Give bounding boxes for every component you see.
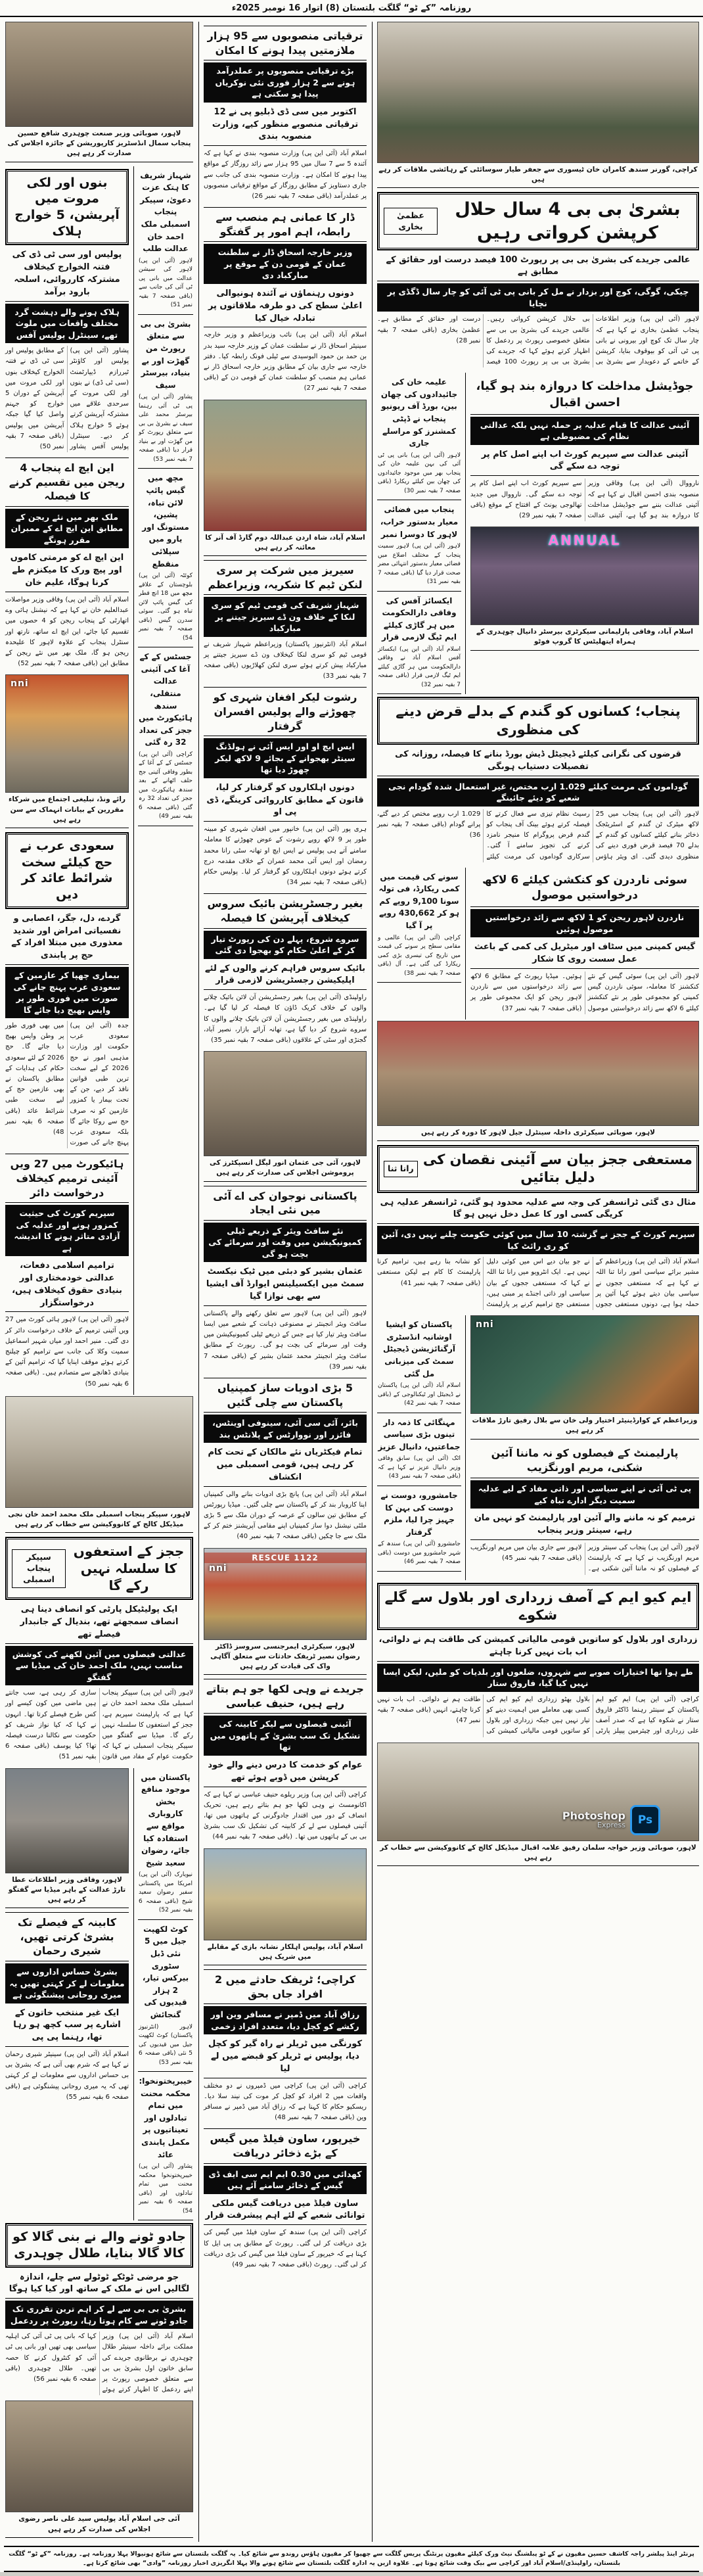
lead-headline: بشریٰ بی بی 4 سال حلال کرپشن کرواتی رہیں: [455, 199, 681, 243]
headline-box: [5, 169, 129, 246]
headline: بنوں اور لکی مروت میں آپریشن، 5 خوارج ہلاک: [14, 175, 120, 239]
brief-headline: خیبرپختونخوا: محکمہ محنت میں تمام تبادلوں اور تعیناتیوں پر مکمل پابندی عائد: [139, 2076, 193, 2159]
gold-price-headline: سونے کی قیمت میں کمی ریکارڈ، فی تولہ سونا 9,100 روپے کم ہو کر 430,662 روپے پر آ گیا: [378, 872, 460, 931]
nni-watermark: nni: [209, 1562, 227, 1574]
subhead-bar: آئینی عدالت کا قیام عدلیہ پر حملہ نہیں بلکہ عدالتی نظام کی مضبوطی ہے: [470, 417, 699, 445]
body: نارووال (آئی این پی) وفاقی وزیر منصوبہ بندی احسن اقبال نے کہا ہے کہ آئینی عدالت بننے سے جوڈیشل مداخلت کا دروازہ بند ہو گیا ہے، آئینی عدالت سے سپریم کورٹ اب اپنے اصل کام پر توجہ دے سکے گی۔ نارووال میں جدید تھالوجی یونٹ کے افتتاح کے موقع (باقی صفحہ 7 بقیہ نمبر 29): [470, 480, 699, 519]
left-briefs-strip: [133, 166, 193, 1395]
photo-jail-visit: [377, 1021, 699, 1141]
subhead-bar: سپریم کورٹ کی حیثیت کمزور ہونے اور عدلیہ کی آزادی متاثر ہونے کا اندیشہ ہے: [5, 1205, 129, 1256]
story-talal-chaudhry: [5, 2223, 193, 2395]
headline: جریدے نے وہی لکھا جو ہم بتاتے رہے ہیں، حنیف عباسی: [204, 1679, 367, 1714]
headline: 5 بڑی ادویات ساز کمپنیاں پاکستان سے چلی گئیں: [204, 1378, 367, 1413]
photo-sofa-meeting: [470, 1315, 699, 1439]
brief-headline: کوٹ لکھپت جیل میں 5 نئی ڈبل سٹوری بیرکس تیار، 2 ہزار قیدیوں کی گنجائش: [142, 1924, 189, 2019]
gold-price-column: [377, 868, 466, 1019]
body: لاہور (آئی این پی) لاہور سے تعلق رکھنے والے پاکستانی سافٹ ویئر انجینئر نے مصنوعی ذہانت کے شعبے میں ایسا سافٹ ویئر تیار کیا ہے جس کے ذریعے ٹیلی کمیونیکیشن میں وقت اور سرمائے کی بچت ہو گی۔ رپورٹ کے مطابق سافٹ ویئر انجینئر محمد عثمان بشیر کے (باقی صفحہ 7 بقیہ نمبر 39): [204, 1309, 367, 1370]
page-columns: [0, 17, 703, 2544]
story-ai-invention: [204, 1186, 367, 1372]
story-sherry-rehman: [5, 1912, 129, 2103]
brief-body: پشاور (آئی این پی) پی ٹی آئی رہنما بیرسٹر محمد علی سیف نے بشریٰ بی بی سے متعلق رپورٹ کو من گھڑت اور بے بنیاد قرار دیا (باقی صفحہ 7 بقیہ نمبر 53): [139, 394, 193, 463]
brief-headline: مچھ میں گیس پائپ لائن تباہ، پشین، مستونگ اور یارو میں سپلائی منقطع: [142, 473, 189, 569]
brief-kot-lakhpat: [138, 1920, 193, 2072]
subhead-bar: نئے سافٹ ویئر کے ذریعے ٹیلی کمیونیکیشن میں وقت اور سرمائے کی بچت ہو گی: [204, 1223, 367, 1263]
photoshop-sublabel: Express: [597, 1821, 625, 1830]
deck: عثمان بشیر کو دبئی میں ٹیک نیکسٹ سمٹ میں ایکسیلینس ایوارڈ آف ایشیا سے بھی نوازا گیا: [204, 1264, 367, 1306]
row-left-with-briefs: [5, 166, 193, 1395]
headline: جادو ٹونے والے نے بنی گالا کو کالا گالا بنایا، طلال چوہدری: [12, 2230, 186, 2260]
deck: تمام فیکٹریاں نئے مالکان کے تحت کام کر رہی ہیں، قومی اسمبلی میں انکشاف: [204, 1445, 367, 1487]
story-hanif-abbasi: [204, 1679, 367, 1842]
body: اسلام آباد (آئی این پی) وزیر مملکت برائے داخلہ سینیٹر طلال چوہدری نے برطانوی جریدے کی سابق خاتون اول بشریٰ بی بی سے متعلق خصوصی رپورٹ پر اپنے ردعمل کا اظہار کرتے ہوئے کہا کہ بانی پی ٹی آئی کی اہلیہ سیاسی بھی تھیں اور بانی پی ٹی آئی کو کنٹرول کرنے کا حصہ تھیں۔ طلال چوہدری (باقی صفحہ 6 بقیہ نمبر 56): [5, 2333, 193, 2394]
photo-ig-islamabad-meeting: [5, 2400, 193, 2537]
body: جدہ (آئی این پی) سعودی عرب حکومت اور وزارت مذہبی امور نے حج 2026 کے لیے سخت ترین طبی قوانین نافذ کر دیے، جن کے تحت بیمار یا کمزور عازمین کو نہ صرف حج سے روکا جائے گا بلکہ سعودی عرب پہنچ جانے کی صورت میں بھی فوری طور پر وطن واپس بھیج دیا جائے گا۔ حج 2026 کے لئے سعودی حکام کی ہدایات کے مطابق پاکستان نے بھی عازمین حج کے لیے سخت طبی شرائط عائد (باقی صفحہ 6 بقیہ نمبر 48): [5, 1022, 129, 1147]
deck: ایک غیر منتخب خاتون کے اشارے پر سب کچھ ہو رہا تھا، رہنما پی پی: [5, 2005, 129, 2048]
deck: پولیس اور سی ٹی ڈی کی فتنہ الخوارج کیخلاف مشترکہ کارروائی، اسلحہ بارود برآمد: [5, 247, 129, 301]
subhead-bar: بائر، آئی سی آئی، سینوفی اوینٹس، فائزر اور نووارٹس کے پلانٹس بند: [204, 1415, 367, 1443]
subhead-bar: آئینی فیصلوں سے لیکر کابینہ کی تشکیل تک سب بشریٰ کے ہاتھوں میں تھا: [204, 1716, 367, 1756]
deck: کورنگی میں ٹریلر نے راہ گیر کو کچل دیا، پولیس نے ٹریلر کو قبضے میں لے لیا: [204, 2036, 367, 2078]
story-mqm: [377, 1583, 699, 1737]
brief-dowry-theft: [377, 1486, 461, 1572]
rescue-overlay-text: RESCUE 1122: [204, 1553, 366, 1563]
subhead-bar: عدالتی فیصلوں میں آئین لکھنے کی کوشش مناسب نہیں، ملک احمد خان کی میڈیا سے گفتگو: [5, 1646, 193, 1686]
column-right: [372, 22, 699, 2542]
subhead-bar: رزاق آباد میں ڈمپر نے مسافر وین اور رکشے کو کچل دیا، متعدد افراد زخمی: [204, 2006, 367, 2034]
headline: رشوت لیکر افغان شہری کو چھوڑنے والے پولیس افسران گرفتار: [204, 687, 367, 736]
brief-body: لاہور (آئی این پی) لاہور سمیت پنجاب کے مختلف اضلاع میں فضائی معیار بدستور انتہائی مضر صحت قرار دیا گیا (باقی صفحہ 7 بقیہ نمبر 31): [378, 543, 461, 586]
photo-rescue-walk: [204, 1548, 367, 1675]
lead-headline-box: [377, 192, 699, 250]
story-bribe-officers: [204, 687, 367, 888]
brief-headline: جامشورو، دوست نے دوست کی بہن کا جہیز چرا لیا، ملزم گرفتار: [380, 1490, 458, 1537]
story-karachi-accident: [204, 1969, 367, 2123]
subhead-bar: شہباز شریف کی قومی ٹیم کو سری لنکا کے خلاف ون ڈے سیریز جیتنے پر مبارکباد: [204, 597, 367, 637]
headline: جوڈیشل مداخلت کا دروازہ بند ہو گیا، احسن اقبال: [470, 375, 699, 414]
brief-barrister-saif: [138, 315, 193, 469]
story-rana-sana: [377, 1145, 699, 1310]
body: اسلام آباد (آئی این پی) وفاقی وزیر مواصلات عبدالعلیم خان نے کہا ہے کہ نیشنل ہائی وے اتھارٹی کے پنجاب ریجن کو 4 حصوں میں تقسیم کیا جائے، این ایچ اے ساتھ، نارتھ اور سنٹرل پنجاب کے علاوہ لاہور کا علیحدہ ریجن ہو گا، ملک بھر میں نئے ریجن کے مطابق این (باقی صفحہ 7 بقیہ نمبر 52): [5, 596, 129, 668]
brief-gold-price: [377, 868, 461, 983]
subhead-bar: ملک بھر میں نئے ریجن کے مطابق این ایچ اے کے ممبران مقرر ہونگے: [5, 509, 129, 549]
brief-body: لاہور (آئی این پی) لاہور کی سیشن عدالت میں بانی پی ٹی آئی کی جانب سے (باقی صفحہ 7 بقیہ نمبر 51): [139, 257, 193, 309]
photo-caption: لاہور، صوبائی وزیر صنعت چوہدری شافع حسین پنجاب سمال انڈسٹریز کارپوریشن کے جائزہ اجلاس کی صدارت کر رہے ہیں: [5, 127, 193, 162]
photo-caption: آئی جی اسلام آباد پولیس سید علی ناصر رضوی اجلاس کی صدارت کر رہے ہیں: [5, 2512, 193, 2537]
subhead-bar: بشریٰ حساس اداروں سے معلومات لے کر کہتی تھیں یہ میری روحانی پیشنگوئی ہے: [5, 1963, 129, 2003]
gold-price-body: کراچی (آئی این پی) عالمی و مقامی سطح پر سونے کی قیمت میں تاریخ کی تیسری بڑی کمی ریکارڈ کی گئی ہے۔ آل (باقی صفحہ 7 بقیہ نمبر 38): [378, 934, 461, 977]
brief-summit: [377, 1315, 461, 1413]
body: لاہور (آئی این پی) سوئی گیس کے نئے کنکشنز کا معاملہ، سوئی ناردرن گیس کمپنی کو مجموعی طور پر نئے کنکشنز کیلئے 6 لاکھ سے زائد درخواستیں موصول ہوئیں۔ میڈیا رپورٹ کے مطابق 6 لاکھ سے زائد درخواستوں میں سے ناردرن لاہور ریجن کو ایک مجموعی طور پر (باقی صفحہ 7 بقیہ نمبر 37): [470, 972, 699, 1012]
headline-box: [5, 1537, 193, 1600]
deck: ترامیم اسلامی دفعات، عدالتی خودمختاری اور بنیادی حقوق کیخلاف ہیں، درخواستگزار: [5, 1258, 129, 1312]
psic-meeting-image: [5, 22, 193, 127]
deck: عوام کو خدمت کا درس دینے والے خود کرپشن میں ڈوبے ہوئے تھے: [204, 1758, 367, 1787]
brief-body: اسلام آباد (آئی این پی) ایکسائز آفس اسلام آباد نے وفاقی دارالحکومت میں ہر گاڑی کیلئے ایم ٹیگ لازمی قرار (باقی صفحہ 7 بقیہ نمبر 32): [378, 645, 461, 688]
row-main: [5, 166, 129, 1395]
headline: پاکستانی نوجوان کی اے آئی میں نئی ایجاد: [204, 1186, 367, 1221]
brief-mtag: [377, 592, 461, 695]
brief-inflation: [377, 1413, 461, 1486]
jail-visit-image: [377, 1021, 699, 1126]
tablighi-ijtima-image: [5, 674, 129, 793]
row-tarar-briefs: [5, 1768, 193, 2221]
masthead: [0, 0, 703, 17]
photoshop-label: Photoshop: [562, 1809, 625, 1822]
photo-ig-promotion-meeting: [204, 1051, 367, 1181]
body: اسلام آباد (آئی این پی) پانچ بڑی ادویات بنانے والی کمپنیاں اپنا کاروبار بند کر کے پاکستان سے چلی گئیں۔ میڈیا رپورٹس کے مطابق تین سالوں کے عرصہ کے دوران ملک سے 5 بڑی ملٹی نیشنل دوا ساز کمپنیاں اپنے مقامی آپریشنز ختم کر کے ملک سے جا چکیں (باقی صفحہ 7 بقیہ نمبر 40): [204, 1490, 367, 1541]
deck: دونوں رہنماؤں نے آئندہ ہونیوالی اعلیٰ سطح کی دو طرفہ ملاقاتوں پر تبادلہ خیال کیا: [204, 286, 367, 328]
brief-air-quality: [377, 500, 461, 591]
headline: ججز کے استعفوں کا سلسلہ نہیں رکے گا: [73, 1543, 185, 1594]
body: کراچی (آئی این پی) وزیر ریلوے حنیف عباسی نے کہا ہے کہ اکانومسٹ نے وہی لکھا جو ہم بتاتے رہے ہیں، تحریک انصاف کے دور میں اقتدار جادوگرنی کے ہاتھوں میں تھا، آئینی فیصلوں سے لے کر کابینہ کی تشکیل تک سب بشریٰ بی بی کے ہاتھوں میں تھا۔ (باقی صفحہ 7 بقیہ نمبر 44): [204, 1791, 367, 1841]
headline: ہائیکورٹ میں 27 ویں آئینی ترمیم کیخلاف درخواست دائر: [5, 1154, 129, 1203]
photo-annual-group: [470, 527, 699, 650]
photoshop-watermark-text: [562, 1810, 625, 1830]
photo-caption: وزیراعظم کے کوارڈینیٹر اختیار ولی خان سے بلال رفیق تارڑ ملاقات کر رہے ہیں: [470, 1414, 699, 1439]
photo-convocation-hall: [377, 1743, 699, 1866]
photo-caption: لاہور، آئی جی عثمان انور لیگل انسپکٹرز کی پروموشن اجلاس کی صدارت کر رہے ہیں: [204, 1156, 367, 1181]
photo-caption: رائے ونڈ، تبلیغی اجتماع میں شرکاء مقررین کے بیانات انہماک سے سن رہے ہیں: [5, 793, 129, 828]
headline: خیرپور، ساون فیلڈ میں گیس کے بڑے ذخائر دریافت: [204, 2128, 367, 2163]
story-maryam-aurangzeb: [470, 1443, 699, 1575]
headline: کراچی؛ ٹریفک حادثے میں 2 افراد جاں بحق: [204, 1969, 367, 2004]
row-main: [470, 373, 699, 694]
headline: بغیر رجسٹریشن بائیک سروس کیخلاف آپریشن کا فیصلہ: [204, 893, 367, 928]
brief-body: اٹک (آئی این پی) سابق وفاقی وزیر دانیال عزیز نے کہا ہے کہ (باقی صفحہ 7 بقیہ نمبر 43): [378, 1455, 461, 1480]
photo-caption: لاہور، صوبائی وزیر خواجہ سلمان رفیق علامہ اقبال میڈیکل کالج کے کانووکیشن سے خطاب کر رہے ہیں: [377, 1841, 699, 1866]
subhead-bar: ناردرن لاہور ریجن کو 1 لاکھ سے زائد درخواستیں موصول ہوئیں: [470, 909, 699, 937]
body: راولپنڈی (آئی این پی) بغیر رجسٹریشن آن لائن بائیک چلانے والوں کے خلاف کریک ڈاؤن کا فیصلہ کر لیا گیا ہے۔ راولپنڈی میں بغیر رجسٹریشن آن لائن بائیک چلانے والوں کا سروے شروع کر دیا گیا ہے، تھانہ آرائے بازار، نصیر آباد، گجنڑی اور سٹی کے علاقوں (باقی صفحہ 7 بقیہ نمبر 35): [204, 994, 367, 1044]
brief-headline: پنجاب میں فضائی معیار بدستور خراب، لاہور کا دوسرا نمبر: [380, 505, 459, 539]
brief-headline: مہنگائی کا ذمہ دار تینوں بڑی سیاسی جماعتیں، دانیال عزیز: [378, 1417, 461, 1451]
medical-convocation-image: [5, 1396, 193, 1508]
column-middle: [198, 22, 367, 2542]
headline: ڈار کا عمانی ہم منصب سے رابطہ، اہم امور پر گفتگو: [204, 207, 367, 242]
row-sui-gold: [377, 868, 699, 1019]
story-dar-oman: [204, 207, 367, 394]
body: اسلام آباد (انٹرنیوز پاکستان) وزیراعظم شہباز شریف نے قومی ٹیم کو سری لنکا کیخلاف ون ڈے سیریز جیتنے پر مبارکباد پیش کرتے ہوئے سری لنکن کھلاڑیوں (باقی صفحہ 7 بقیہ نمبر 33): [204, 640, 367, 680]
photo-ata-tarar-media: [5, 1768, 129, 1909]
subhead-bar: گوداموں کی مرمت کیلئے 1.029 ارب مختص، غیر استعمال شدہ گودام نجی شعبے کو دیئے جائینگے: [377, 778, 699, 807]
kicker: سپیکر پنجاب اسمبلی: [12, 1549, 66, 1588]
deck: ترمیم کو نہ ماننے والے آئین اور پارلیمنٹ کو نہیں مان رہے، سینئر وزیر پنجاب: [470, 1510, 699, 1540]
brief-body: نیویارک (آئی این پی) امریکا میں پاکستانی سفیر رضوان سعید شیخ (باقی صفحہ 6 بقیہ نمبر 52): [139, 1871, 193, 1914]
body: ہری پور (آئی این پی) خانپور میں افغان شہری کو مبینہ طور پر 9 لاکھ روپے رشوت کے عوض چھوڑنے کا معاملہ سامنے آتے ہی پولیس نے ایس ایچ او تھانہ سٹی رانا محمد رمضان اور ایس آئی محمد عمران کے خلاف مقدمہ درج کرتے ہوئے دونوں اہلکاروں کو گرفتار کر لیا۔ پولیس حکام (باقی صفحہ 7 بقیہ نمبر 34): [204, 826, 367, 887]
brief-shahbaz-defamation: [138, 166, 193, 315]
photo-psic-meeting: [5, 22, 193, 162]
story-bushra-lead: [377, 192, 699, 367]
brief-kpk-labour: [138, 2072, 193, 2220]
row-main: [5, 1768, 129, 2221]
headline: ایم کیو ایم کے آصف زرداری اور بلاول سے گلے شکوے: [384, 1589, 692, 1623]
subhead-bar: پی ٹی آئی نے اپنے سیاسی اور ذاتی مفاد کے لیے عدلیہ سمیت دیگر ادارے تباہ کیے: [470, 1480, 699, 1509]
brief-justice-agha: [138, 647, 193, 826]
row-ahsan-aleema: [377, 373, 699, 694]
imprint-text: پرنٹر اینڈ پبلشر راجہ کاشف حسین مقپون نے کے ٹو پبلشنگ نیٹ ورک کیلئے مقپون پرنٹنگ پریس گلگت سے چھپوا کر مقپون ہاؤس روندو سے شائع کیا۔ یہ گلگت بلتستان سے شائع ہونیوالا پہلا روزنامہ ہے۔ روزنامہ ”کے ٹو“ گلگت بلتستان، راولپنڈی/اسلام آباد اور کراچی سے بیک وقت شائع ہوتا ہے۔ علاوہ ازیں یہ ادارہ گلگت بلتستان سے شائع ہونے والا پہلا انگریزی اخبار روزنامہ ”وادی“ بھی شائع کرتا ہے۔: [9, 2550, 694, 2567]
deck: گردے، دل، جگر، اعصابی و نفسیاتی امراض اور شدید معذوری میں مبتلا افراد کے حج پر پابندی: [5, 911, 129, 965]
headline-box: [5, 2223, 193, 2267]
story-judges-resignations: [5, 1537, 193, 1762]
headline: ترقیاتی منصوبوں سے 95 ہزار ملازمتیں پیدا ہونے کا امکان: [204, 26, 367, 60]
headline: مستعفی ججز بیان سے آئینی نقصان کی دلیل بتائیں: [422, 1151, 692, 1186]
story-bannu-operation: [5, 169, 129, 453]
story-bike-registration: [204, 893, 367, 1046]
body: لاہور (آئی این پی) پنجاب کی سینئر وزیر مریم اورنگزیب نے کہا ہے کہ پارلیمنٹ کے فیصلوں کو نہ ماننا آئین شکنی ہے۔ لاہور سے جاری بیان میں مریم اورنگزیب (باقی صفحہ 7 بقیہ نمبر 45): [470, 1544, 699, 1573]
brief-headline: جسٹس کے کے آغا کی آئینی عدالت منتقلی، سندھ ہائیکورٹ میں ججز کی تعداد 32 رہ گئی: [139, 652, 193, 747]
headline-box: [5, 832, 129, 909]
body: اسلام آباد (آئی این پی) نائب وزیراعظم و وزیر خارجہ سینیٹر اسحاق ڈار نے سلطنت عمان کے وزیر خارجہ سید بدر بن حمد بن حمود البوسیدی سے ٹیلی فونک رابطہ کیا۔ دفتر خارجہ سے جاری بیان کے مطابق وزیر خارجہ اسحاق ڈار نے عمانی ہم منصب کو سلطنت عمان کے قومی دن کے (باقی صفحہ 7 بقیہ نمبر 27): [204, 331, 367, 392]
brief-headline: پاکستان کو ایشیا اوشانیہ انڈسٹری آرگنائزیشن ڈیجیٹل سمٹ کی میزبانی مل گئی: [382, 1320, 456, 1378]
body: اسلام آباد (آئی این پی) وزیراعظم کے مشیر برائے سیاسی امور رانا ثنا اللہ نے کہا ہے کہ مستعفی ججوں نے سیاسی بیان دیتے ہوئے کہا آئین پر حملہ ہوا ہے، دونوں مستعفی ججوں نے جو بیان دیے اس میں کوئی دلیل نہیں ہے۔ ایک انٹرویو میں رانا ثنا اللہ نے کہا کہ مستعفی ججوں کے بیان سیاسی اور ذاتی اجنڈے پر مبنی ہیں، مستعفی جج ترامیم کرنے پر پارلیمنٹ کو نشانہ بنا رہے ہیں، ترامیم کرنا پارلیمنٹ کا کام ہے لیکن مستعفی (باقی صفحہ 7 بقیہ نمبر 41): [377, 1258, 699, 1308]
subhead-bar: بشریٰ بی بی سے لے کر اہم ترین تقرری تک جادو ٹونے سے کام ہوتا رہا، رپورٹ پر ردعمل: [5, 2301, 193, 2329]
body: لاہور (آئی این پی) پنجاب میں 25 لاکھ میٹرک ٹن گندم کے اسٹریٹجک ذخائر بنانے کیلئے کسانوں کو گندم کے بدلے 70 فیصد قرض فوری دینے کی منظوری دیدی گئی۔ ای ویئر ہاؤس رسیٹ نظام تیزی سے فعال کرتے کا فیصلہ کرتے ہوئے بینک آف پنجاب کو گندم قرض پروگرام کا منیجر نامزد کرنے کی تجویز سامنے آ گئی۔ سرکاری گوداموں کی مرمت کیلئے 1.029 ارب روپے مختص کر دیے گئے، پرانے گودام (باقی صفحہ 7 بقیہ نمبر 36): [377, 810, 699, 860]
kicker: رانا ثنا: [384, 1161, 418, 1177]
lead-body: لاہور (آئی این پی) وزیر اطلاعات پنجاب عظمیٰ بخاری نے کہا ہے کہ چار سال تک کوچ اور بیرونی نے بانی پی ٹی آئی کو بیوقوف بنایا، کرپشن کے خاتمے کے دعویدار سے بشریٰ بی بی حلال کرپشن کرواتی رہیں۔ عالمی جریدے کی بشریٰ بی بی سے متعلق خصوصی رپورٹ پر ردعمل کا اظہار کرتے ہوئے کہا کہ جریدے کی بشریٰ بی بی پر رپورٹ 100 فیصد درست اور حقائق کے مطابق ہے۔ عظمیٰ بخاری (باقی صفحہ 7 بقیہ نمبر 28): [377, 316, 699, 366]
photo-medical-convocation: [5, 1396, 193, 1533]
brief-gas-pipeline: [138, 469, 193, 647]
lead-kicker: عظمیٰ بخاری: [384, 208, 438, 235]
headline-box: [377, 1145, 699, 1193]
body: کراچی (آئی این پی) ایم کیو ایم پاکستان کے سینئر رہنما ڈاکٹر فاروق ستار نے شکوہ کیا ہے کہ صدر آصف علی زرداری اور چیئرمین پیپلز پارٹی بلاول بھٹو زرداری ایم کیو ایم کی کسی بھی معاملے میں اہمیت دینے کو تیار نہیں ہیں جبکہ زرداری اور بلاول کو ساتویں قومی مالیاتی کمیشن کی طاقت ہم نے دلوائی۔ اب بات نہیں کرنا چاہتے، انہیں (باقی صفحہ 7 بقیہ نمبر 47): [377, 1695, 699, 1735]
column-left: [5, 22, 193, 2542]
photo-caption: کراچی، گورنر سندھ کامران خان ٹیسوری سے جعفر طیار سوسائٹی کے رہائشی ملاقات کر رہے ہیں: [377, 163, 699, 188]
deck: قرضوں کی نگرانی کیلئے ڈیجیٹل ڈیش بورڈ بنانے کا فیصلہ، روزانہ کی تفصیلات دستیاب ہوںگی: [377, 747, 699, 776]
sofa-meeting-image: [470, 1315, 699, 1414]
body: اسلام آباد (آئی این پی) وزارت منصوبہ بندی نے کہا ہے کہ آئندہ 5 سے 7 سال میں 95 ہزار سے زائد روزگار کے مواقع پیدا ہونے کا امکان ہے۔ وزارت منصوبہ بندی کی جانب سے جاری دستاویز کے مطابق روزگار کے مواقع ترقیاتی منصوبوں پر عملدرآمد (باقی صفحہ 7 بقیہ نمبر 26): [204, 150, 367, 200]
annual-overlay-text: ANNUAL: [548, 532, 622, 549]
body: پشاور (آئی این پی) پولیس اور کاؤنٹر ٹیررازم ڈیپارٹمنٹ (سی ٹی ڈی) نے بنوں اور لکی مروت کے سرحدی علاقے میں مشترکہ آپریشن کرتے ہوئے 5 خوارج ہلاک کر دیے۔ سینٹرل پولیس آفس پشاور کے مطابق پولیس اور سی ٹی ڈی نے فتنہ الخوارج کیخلاف بنوں اور لکی مروت میں آپریشن کے دوران 5 خوارج کو جہنم واصل کیا گیا جبکہ آپریشن میں پولیس (باقی صفحہ 7 بقیہ نمبر 50): [5, 347, 129, 450]
rescue-walk-image: [204, 1548, 367, 1640]
brief-body: اسلام آباد (آئی این پی) پاکستان نے ڈیجیٹل اور ٹیکنالوجی کے (باقی صفحہ 7 بقیہ نمبر 42): [378, 1382, 461, 1407]
brief-headline: علیمہ خان کی جائیدادوں کی چھان بین، بورڈ آف ریونیو پنجاب نے ڈپٹی کمشنرز کو مراسلے جاری: [380, 377, 458, 448]
convocation-hall-image: [377, 1743, 699, 1841]
story-sui-northern: [470, 870, 699, 1014]
photo-caption: اسلام آباد، وفاقی پارلیمانی سیکرٹری بیرسٹر دانیال چوہدری کے ہمراہ ایتھلیٹس کا گروپ فوٹو: [470, 625, 699, 650]
brief-headline: پاکستان میں موجود منافع بخش کاروباری مواقع سے استفادہ کیا جائے، رضوان سعید شیخ: [141, 1772, 191, 1867]
imprint-line: [4, 2546, 699, 2573]
deck: زرداری اور بلاول کو ساتویں قومی مالیاتی کمیشن کی طاقت ہم نے دلوائی، اب بات نہیں کرنا چاہتے: [377, 1632, 699, 1662]
row-main: [470, 868, 699, 1019]
nni-watermark: nni: [476, 1319, 494, 1330]
brief-body: کراچی (آئی این پی) جسٹس کے کے آغا کے بطور وفاقی آئینی جج حلف اٹھانے کے بعد سندھ ہائیکورٹ میں ججز کی تعداد 32 رہ گئی (باقی صفحہ 6 بقیہ نمبر 49): [139, 751, 193, 820]
headline: کابینہ کے فیصلے تک بشریٰ کرتی تھیں، شیری رحمان: [5, 1912, 129, 1961]
brief-rizwan-sheikh: [138, 1768, 193, 1920]
subhead-bar: طے ہوا تھا اختیارات صوبے سے شہروں، ضلعوں اور بلدیات کو ملیں، لیکن ایسا نہیں کیا گیا، فاروق ستار: [377, 1664, 699, 1692]
shooting-competition-image: [204, 1848, 367, 1940]
story-saudi-hajj: [5, 832, 129, 1148]
deck: دونوں اہلکاروں کو گرفتار کر لیا، قانون کے مطابق کارروائی کرینگے، ڈی پی او: [204, 780, 367, 822]
photo-caption: لاہور، سیکرٹری ایمرجنسی سروسز ڈاکٹر رضوان نصیر ٹریفک حادثات سے متعلق آگاہی واک کی قیادت کر رہے ہیں: [204, 1640, 367, 1675]
brief-body: کوئٹہ (آئی این پی) بلوچستان کے علاقے مچھ میں 18 انچ قطر کی گیس پائپ لائن تباہ ہو گئی۔ سوئی سدرن گیس (باقی صفحہ 7 بقیہ نمبر 54): [139, 573, 193, 642]
subhead-bar: کھدائی میں 0.30 ایم ایم سی ایف ڈی گیس کے ذخائر سامنے آئے ہیں: [204, 2166, 367, 2194]
deck: مثال دی گئی ٹرانسفر کی وجہ سے عدلیہ محدود ہو گئی، ٹرانسفر عدلیہ ہی کریگی کسی اور کا عمل دخل نہیں ہو گا: [377, 1195, 699, 1225]
row-main: [470, 1315, 699, 1580]
story-srilanka-series: [204, 560, 367, 682]
lead-subhead-bar: چیکی، گوگی، کوچ اور بزدار نے مل کر بانی پی ٹی آئی کو چار سال ڈگڈی پر نچایا: [377, 283, 699, 312]
ig-promotion-meeting-image: [204, 1051, 367, 1156]
subhead-bar: بڑے ترقیاتی منصوبوں پر عملدرآمد ہونے سے 2 ہزار فوری نئی نوکریاں پیدا ہو سکتی ہے: [204, 62, 367, 103]
photo-tablighi-ijtima: [5, 674, 129, 828]
headline: سوئی ناردرن کو کنکشن کیلئے 6 لاکھ درخواستیں موصول: [470, 870, 699, 908]
ig-islamabad-meeting-image: [5, 2400, 193, 2512]
headline: سعودی عرب نے حج کیلئے سخت شرائط عائد کر دیں: [20, 838, 114, 902]
story-ahsan-iqbal: [470, 375, 699, 521]
headline: سیریز میں شرکت پر سری لنکن ٹیم کا شکریہ، وزیراعظم: [204, 560, 367, 595]
deck: جو مرضی ٹوٹکے ٹوٹولے سے چلے، اندازہ لگالیں اس نے ملک کے ساتھ اور کیا کیا ہوگا: [5, 2270, 193, 2299]
photo-shooting-competition: [204, 1848, 367, 1965]
story-wheat-loans: [377, 697, 699, 862]
deck: این ایچ اے کو مرمتی کاموں اور پیچ ورک کا میکنزم طے کرنا ہوگا، علیم خان: [5, 550, 129, 592]
story-pharma-exit: [204, 1378, 367, 1543]
subhead-bar: ہلاک ہونے والے دہشت گرد مختلف واقعات میں ملوث تھے، سینٹرل پولیس آفس: [5, 304, 129, 344]
nni-watermark: nni: [11, 678, 29, 690]
brief-headline: شہباز شریف کا ہتک عزت دعویٰ، سپیکر پنجاب اسمبلی ملک احمد خان عدالت طلب: [140, 170, 191, 254]
photo-caption: اسلام آباد، شاہ اردن عبداللہ دوم گارڈ آف آنر کا معائنہ کر رہے ہیں: [204, 531, 367, 556]
body: کراچی (آئی این پی) کراچی میں ڈمپروں نے دو مختلف واقعات میں 2 افراد کو کچل کر موت کی نیند سلا دیا۔ ریسکیو حکام کا کہنا ہے کہ رزاق آباد میں ڈمپر نے مسافر وین (باقی صفحہ 7 بقیہ نمبر 48): [204, 2082, 367, 2122]
deck: اکتوبر میں سی ڈی ڈبلیو پی نے 12 ترقیاتی منصوبے منظور کیے، وزارت منصوبہ بندی: [204, 105, 367, 147]
story-nha-regions: [5, 457, 129, 669]
photo-caption: لاہور، سپیکر پنجاب اسمبلی ملک محمد احمد خان نجی میڈیکل کالج کے کانووکیشن سے خطاب کر رہے ہیں: [5, 1508, 193, 1533]
row-sofa-maryam: [377, 1315, 699, 1580]
story-sawan-gas: [204, 2128, 367, 2270]
governor-meeting-image: [377, 22, 699, 163]
photo-guard-of-honour: [204, 400, 367, 556]
right-briefs-strip: [377, 373, 466, 694]
story-lhc-27th-amendment: [5, 1154, 129, 1389]
headline: این ایچ اے پنجاب 4 ریجن میں تقسیم کرنے کا فیصلہ: [5, 457, 129, 507]
body: لاہور (آئی این پی) لاہور ہائی کورٹ میں 27 ویں آئینی ترمیم کے خلاف درخواست دائر کر دی گئی۔ منیر احمد اور میاں شہیر اسماعیل سمیت وکلا کی جانب سے ترامیم کو چیلنج کرتے ہوئے موقف اپنایا گیا کہ ترامیم آئین کے بنیادی ڈھانچے سے متصادم ہیں۔ (باقی صفحہ 6 بقیہ نمبر 50): [5, 1316, 129, 1388]
headline-box: [377, 1583, 699, 1631]
subhead-bar: وزیر خارجہ اسحاق ڈار نے سلطنت عمان کے قومی دن کے موقع پر مبارکباد دی: [204, 244, 367, 284]
deck: گیس کمپنی میں سٹاف اور میٹریل کی کمی کے باعث عمل سست روی کا شکار: [470, 939, 699, 969]
headline: پارلیمنٹ کے فیصلوں کو نہ ماننا آئین شکنی، مریم اورنگزیب: [470, 1443, 699, 1479]
guard-of-honour-image: [204, 400, 367, 531]
photoshop-watermark: [562, 1805, 660, 1835]
right-briefs-strip-2: [377, 1315, 466, 1580]
deck: ساون فیلڈ میں دریافت گیس ملکی توانائی شعبے کے لئے اہم پیشرفت قرار: [204, 2196, 367, 2226]
brief-headline: ایکسائز آفس کی وفاقی دارالحکومت میں ہر گاڑی کیلئے ایم ٹیگ لازمی قرار: [381, 596, 457, 642]
brief-aleema: [377, 373, 461, 500]
photo-governor-meeting: [377, 22, 699, 188]
ata-tarar-media-image: [5, 1768, 129, 1873]
brief-body: جامشورو (آئی این پی) سندھ کے شہر جامشورو میں دوست (باقی صفحہ 7 بقیہ نمبر 46): [378, 1541, 461, 1566]
deck: بائیک سروس فراہم کرنے والوں کے لئے اپلیکیشن رجسٹریشن لازمی قرار: [204, 961, 367, 991]
masthead-dateline: روزنامہ ”کے ٹو“ گلگت بلتستان (8) اتوار 16 نومبر 2025ء: [231, 3, 472, 13]
photo-caption: اسلام آباد، پولیس اہلکار نشانہ بازی کے مقابلے میں شریک ہیں: [204, 1940, 367, 1965]
annual-group-image: [470, 527, 699, 625]
brief-body: لاہور (انٹرنیوز پاکستان) کوٹ لکھپت جیل میں قیدیوں کی 5 نئی (باقی صفحہ 6 بقیہ نمبر 53): [139, 2023, 193, 2066]
headline: پنجاب؛ کسانوں کو گندم کے بدلے قرض دینے کی منظوری: [396, 703, 681, 738]
brief-body: پشاور (آئی این پی) خیبرپختونخوا محکمہ محنت میں تمام تبادلوں اور (باقی صفحہ 6 بقیہ نمبر 54): [139, 2163, 193, 2214]
photoshop-icon: Ps: [630, 1805, 660, 1835]
deck: آئینی عدالت سے سپریم کورٹ اب اپنے اصل کام پر توجہ دے سکے گی: [470, 447, 699, 477]
photo-caption: لاہور، صوبائی سیکرٹری داخلہ سینٹرل جیل لاہور کا دورہ کر رہے ہیں: [377, 1126, 699, 1141]
story-development-jobs: [204, 26, 367, 202]
photo-caption: لاہور، وفاقی وزیر اطلاعات عطا تارڑ عدالت کے باہر میڈیا سے گفتگو کر رہے ہیں: [5, 1873, 129, 1909]
lead-deck: عالمی جریدے کی بشریٰ بی بی پر رپورٹ 100 فیصد درست اور حقائق کے مطابق ہے: [377, 252, 699, 282]
subhead-bar: بیماری چھپا کر عازمین کے سعودی عرب پہنچ جانے کی صورت میں فوری طور پر واپس بھیج دیا جائے گا: [5, 967, 129, 1018]
subhead-bar: سروے شروع، پہلے دن کی رپورٹ تیار کر کے اعلیٰ حکام کو بھجوا دی گئی: [204, 931, 367, 959]
brief-headline: بشریٰ بی بی سے متعلق رپورٹ من گھڑت اور بے بنیاد، بیرسٹر سیف: [140, 319, 191, 390]
headline-box: [377, 697, 699, 745]
left-briefs-strip-2: [133, 1768, 193, 2221]
body: لاہور (آئی این پی) سپیکر پنجاب اسمبلی ملک محمد احمد خان نے کہا ہے کہ پارلیمنٹ سپریم ہے، ججز کے استعفوں کا سلسلہ نہیں رکے گا۔ میڈیا سے گفتگو میں سپیکر پنجاب اسمبلی نے کہا کہ حکومت عوام کے مفاد میں قانون سازی کر رہی ہے، سب جانتے ہیں ماضی میں کون کیسے اور کس طرح فیصلے کرتا تھا۔ انہوں نے کہا کہ کیا نواز شریف کو حکومت سے نکالنا درست فیصلہ تھا؟ کیا یوسف (باقی صفحہ 6 بقیہ نمبر 51): [5, 1689, 193, 1761]
body: کراچی (آئی این پی) سندھ کے ساون فیلڈ میں گیس کی بڑی دریافت کر لی گئی۔ رپورٹ کے مطابق پی پی ایل کا کہنا ہے کہ خیرپور کے ساون فیلڈ میں گیس کی بڑی دریافت کر لی گئی۔ رپورٹ (باقی صفحہ 7 بقیہ نمبر 49): [204, 2229, 367, 2268]
deck: ایک پولیٹیکل پارٹی کو انصاف دینا ہی انصاف سمجھتے تھے، بندیال کے جانبدار فیصلے تھے: [5, 1602, 193, 1644]
subhead-bar: سپریم کورٹ کے ججز نے گزشتہ 10 سال میں کوئی حکومت چلنے نہیں دی، آئین کو ری رائٹ کیا: [377, 1226, 699, 1254]
body: اسلام آباد (آئی این پی) سینیٹر شیری رحمان نے کہا ہے کہ شرم بھی آتی ہے کہ بشریٰ بی بی حساس اداروں سے معلومات لے کر کہتی تھی کہ یہ میری روحانی پیشنگوئی ہے (باقی صفحہ 6 بقیہ نمبر 55): [5, 2051, 129, 2101]
brief-body: لاہور (آئی این پی) بانی پی ٹی آئی کی بہن علیمہ خان کی پنجاب بھر میں موجود جائیدادوں کی چھان بین کیلئے ریکارڈ (باقی صفحہ 7 بقیہ نمبر 30): [378, 452, 461, 494]
subhead-bar: ایس ایچ او اور ایس آئی نے ہولڈنگ سینٹر بھجوانے کے بجائے 9 لاکھ لیکر چھوڑ دیا تھا: [204, 738, 367, 778]
